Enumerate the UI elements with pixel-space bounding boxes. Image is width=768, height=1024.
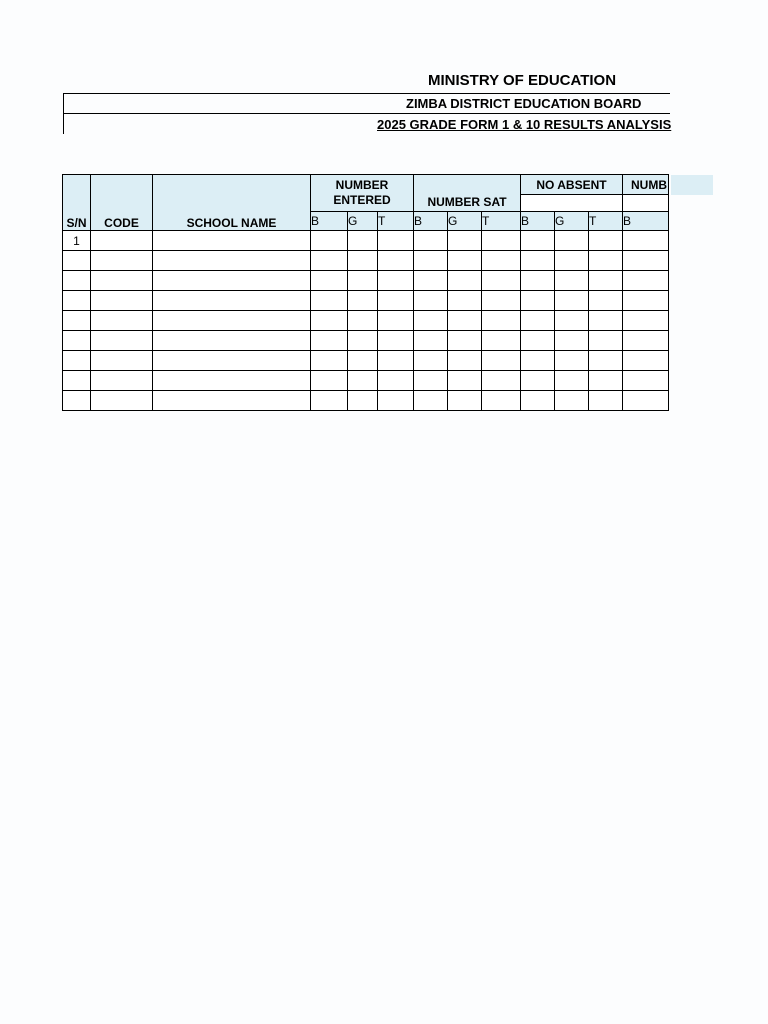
row-sn-cell[interactable] [63, 291, 91, 311]
row-sn-cell[interactable]: 1 [63, 231, 91, 251]
col-header-number-truncated: NUMB [623, 175, 669, 195]
table-cell[interactable] [153, 391, 311, 411]
table-cell[interactable] [555, 231, 589, 251]
table-cell[interactable] [153, 231, 311, 251]
table-cell[interactable] [448, 291, 482, 311]
table-cell[interactable] [311, 331, 348, 351]
sat-b: B [414, 212, 448, 231]
table-cell[interactable] [448, 351, 482, 371]
table-cell[interactable] [521, 291, 555, 311]
table-cell[interactable] [448, 311, 482, 331]
table-cell[interactable] [414, 331, 448, 351]
analysis-title: 2025 GRADE FORM 1 & 10 RESULTS ANALYSIS [377, 117, 672, 132]
table-cell[interactable] [482, 351, 521, 371]
entered-b: B [311, 212, 348, 231]
table-cell[interactable] [378, 231, 414, 251]
table-cell[interactable] [414, 251, 448, 271]
row-sn-cell[interactable] [63, 351, 91, 371]
table-cell[interactable] [91, 271, 153, 291]
table-cell[interactable] [623, 371, 669, 391]
no-absent-spacer [521, 195, 623, 212]
table-cell[interactable] [521, 251, 555, 271]
table-cell[interactable] [482, 331, 521, 351]
table-cell[interactable] [378, 311, 414, 331]
col-header-school-name: SCHOOL NAME [153, 175, 311, 231]
table-cell[interactable] [623, 331, 669, 351]
table-cell[interactable] [153, 351, 311, 371]
table-cell[interactable] [623, 291, 669, 311]
table-cell[interactable] [348, 251, 378, 271]
table-cell[interactable] [521, 271, 555, 291]
entered-t: T [378, 212, 414, 231]
table-cell[interactable] [91, 291, 153, 311]
table-row [63, 391, 669, 411]
table-row [63, 231, 669, 251]
numb-b: B [623, 212, 669, 231]
table-row [63, 311, 669, 331]
table-cell[interactable] [348, 371, 378, 391]
table-cell[interactable] [448, 331, 482, 351]
table-cell[interactable] [448, 231, 482, 251]
table-cell[interactable] [414, 351, 448, 371]
table-cell[interactable] [414, 231, 448, 251]
title-border-top [63, 93, 670, 94]
absent-g: G [555, 212, 589, 231]
table-cell[interactable] [91, 251, 153, 271]
col-header-no-absent: NO ABSENT [521, 175, 623, 195]
table-cell[interactable] [311, 351, 348, 371]
table-cell[interactable] [311, 251, 348, 271]
row-sn-cell[interactable] [63, 331, 91, 351]
table-cell[interactable] [153, 331, 311, 351]
table-cell[interactable] [589, 291, 623, 311]
table-cell[interactable] [91, 391, 153, 411]
table-row [63, 251, 669, 271]
table-cell[interactable] [482, 311, 521, 331]
table-cell[interactable] [448, 251, 482, 271]
numb-spacer [623, 195, 669, 212]
table-cell[interactable] [153, 251, 311, 271]
table-cell[interactable] [414, 271, 448, 291]
col-header-number-entered: NUMBER ENTERED [311, 175, 414, 212]
table-cell[interactable] [521, 231, 555, 251]
table-cell[interactable] [348, 231, 378, 251]
table-row [63, 371, 669, 391]
row-sn-cell[interactable] [63, 371, 91, 391]
row-sn-cell[interactable] [63, 391, 91, 411]
table-cell[interactable] [348, 351, 378, 371]
table-cell[interactable] [91, 231, 153, 251]
table-cell[interactable] [521, 391, 555, 411]
table-cell[interactable] [589, 371, 623, 391]
table-cell[interactable] [555, 391, 589, 411]
table-cell[interactable] [311, 311, 348, 331]
ministry-title: MINISTRY OF EDUCATION [428, 72, 617, 89]
table-cell[interactable] [623, 351, 669, 371]
table-cell[interactable] [348, 271, 378, 291]
table-cell[interactable] [414, 291, 448, 311]
table-cell[interactable] [555, 271, 589, 291]
table-cell[interactable] [153, 291, 311, 311]
table-cell[interactable] [348, 311, 378, 331]
table-cell[interactable] [153, 311, 311, 331]
table-cell[interactable] [311, 291, 348, 311]
table-cell[interactable] [521, 351, 555, 371]
table-cell[interactable] [482, 291, 521, 311]
table-row [63, 291, 669, 311]
table-cell[interactable] [348, 331, 378, 351]
table-cell[interactable] [153, 271, 311, 291]
table-cell[interactable] [378, 271, 414, 291]
table-cell[interactable] [91, 311, 153, 331]
table-cell[interactable] [555, 331, 589, 351]
table-cell[interactable] [555, 351, 589, 371]
row-sn-cell[interactable] [63, 271, 91, 291]
table-row [63, 331, 669, 351]
table-cell[interactable] [589, 311, 623, 331]
table-cell[interactable] [311, 391, 348, 411]
table-cell[interactable] [623, 311, 669, 331]
table-cell[interactable] [623, 391, 669, 411]
table-cell[interactable] [311, 371, 348, 391]
table-cell[interactable] [521, 371, 555, 391]
results-table [62, 174, 669, 411]
title-border-mid [63, 113, 670, 114]
table-cell[interactable] [378, 371, 414, 391]
row-sn-cell[interactable] [63, 251, 91, 271]
table-cell[interactable] [623, 251, 669, 271]
col-header-number-sat: NUMBER SAT [414, 175, 521, 212]
table-row [63, 351, 669, 371]
absent-t: T [589, 212, 623, 231]
table-cell[interactable] [589, 271, 623, 291]
table-cell[interactable] [378, 291, 414, 311]
table-cell[interactable] [555, 251, 589, 271]
table-cell[interactable] [448, 391, 482, 411]
table-cell[interactable] [623, 231, 669, 251]
board-title: ZIMBA DISTRICT EDUCATION BOARD [406, 96, 642, 111]
table-cell[interactable] [311, 231, 348, 251]
table-cell[interactable] [348, 291, 378, 311]
table-cell[interactable] [311, 271, 348, 291]
ministry-title-row [63, 72, 670, 92]
col-header-sn: S/N [63, 175, 91, 231]
table-cell[interactable] [91, 331, 153, 351]
table-cell[interactable] [521, 331, 555, 351]
table-cell[interactable] [414, 391, 448, 411]
table-cell[interactable] [482, 251, 521, 271]
table-cell[interactable] [482, 371, 521, 391]
table-cell[interactable] [414, 371, 448, 391]
table-cell[interactable] [555, 291, 589, 311]
table-cell[interactable] [555, 371, 589, 391]
sat-t: T [482, 212, 521, 231]
table-cell[interactable] [589, 331, 623, 351]
row-sn-cell[interactable] [63, 311, 91, 331]
table-cell[interactable] [153, 371, 311, 391]
table-cell[interactable] [448, 371, 482, 391]
table-cell[interactable] [555, 311, 589, 331]
table-cell[interactable] [348, 391, 378, 411]
table-cell[interactable] [448, 271, 482, 291]
absent-b: B [521, 212, 555, 231]
table-cell[interactable] [378, 391, 414, 411]
table-cell[interactable] [482, 391, 521, 411]
table-cell[interactable] [378, 331, 414, 351]
sat-g: G [448, 212, 482, 231]
table-cell[interactable] [589, 351, 623, 371]
table-cell[interactable] [414, 311, 448, 331]
col-header-code: CODE [91, 175, 153, 231]
table-cell[interactable] [482, 231, 521, 251]
table-cell[interactable] [482, 271, 521, 291]
table-cell[interactable] [589, 391, 623, 411]
table-cell[interactable] [91, 371, 153, 391]
table-cell[interactable] [521, 311, 555, 331]
table-cell[interactable] [623, 271, 669, 291]
table-cell[interactable] [589, 251, 623, 271]
entered-g: G [348, 212, 378, 231]
table-cell[interactable] [378, 351, 414, 371]
table-cell[interactable] [378, 251, 414, 271]
table-cell[interactable] [91, 351, 153, 371]
table-cell[interactable] [589, 231, 623, 251]
header-overflow-fill [671, 175, 713, 195]
table-row [63, 271, 669, 291]
